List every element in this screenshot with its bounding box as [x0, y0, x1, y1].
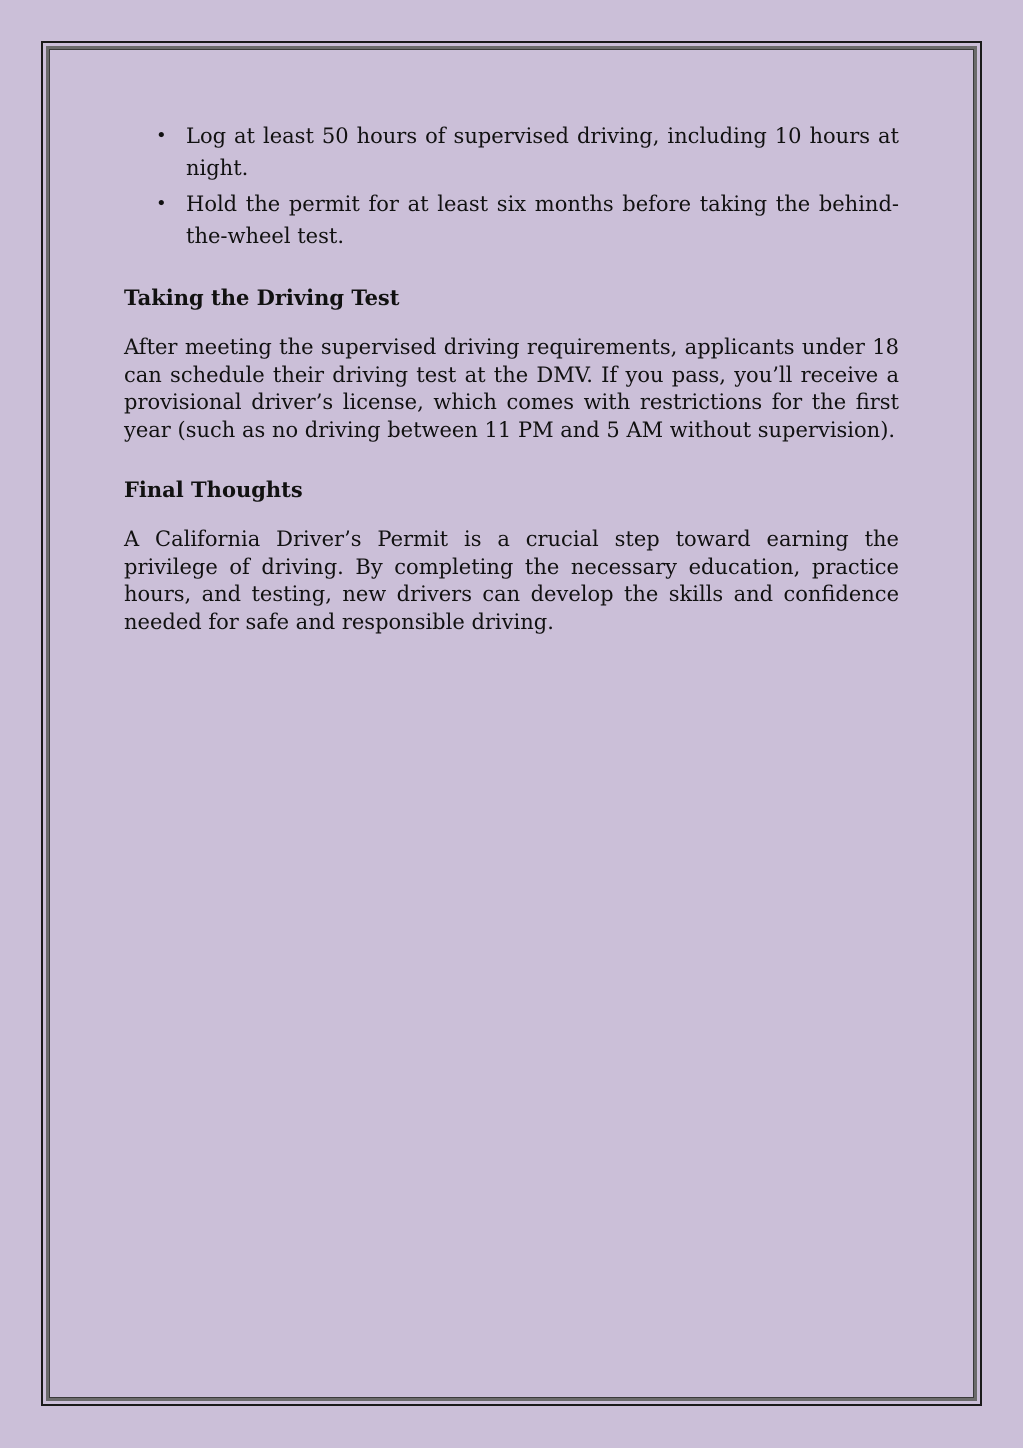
list-item-text: Log at least 50 hours of supervised driving, including 10 hours at night.: [186, 124, 899, 180]
requirements-list: [124, 120, 899, 252]
section-heading-driving-test: Taking the Driving Test: [124, 285, 400, 310]
bullet-icon: •: [156, 193, 167, 214]
section-paragraph-driving-test: After meeting the supervised driving requirements, applicants under 18 can schedule their driving test at the DMV. If you pass, you’ll receive a provisional driver’s license, which comes with restrictions for the first year (such as no driving between 11 PM and 5 AM without supervision).: [124, 335, 899, 442]
section-heading-final-thoughts: Final Thoughts: [124, 477, 303, 502]
list-item-text: Hold the permit for at least six months before taking the behind-the-wheel test.: [186, 192, 899, 248]
list-item: [156, 120, 899, 184]
bullet-icon: •: [156, 125, 167, 146]
list-item: [156, 188, 899, 252]
document-body: [124, 120, 899, 636]
section-paragraph-final-thoughts: A California Driver’s Permit is a crucial step toward earning the privilege of driving. By completing the necessary education, practice hours, and testing, new drivers can develop the skills and confidence needed for safe and responsible driving.: [124, 527, 899, 634]
